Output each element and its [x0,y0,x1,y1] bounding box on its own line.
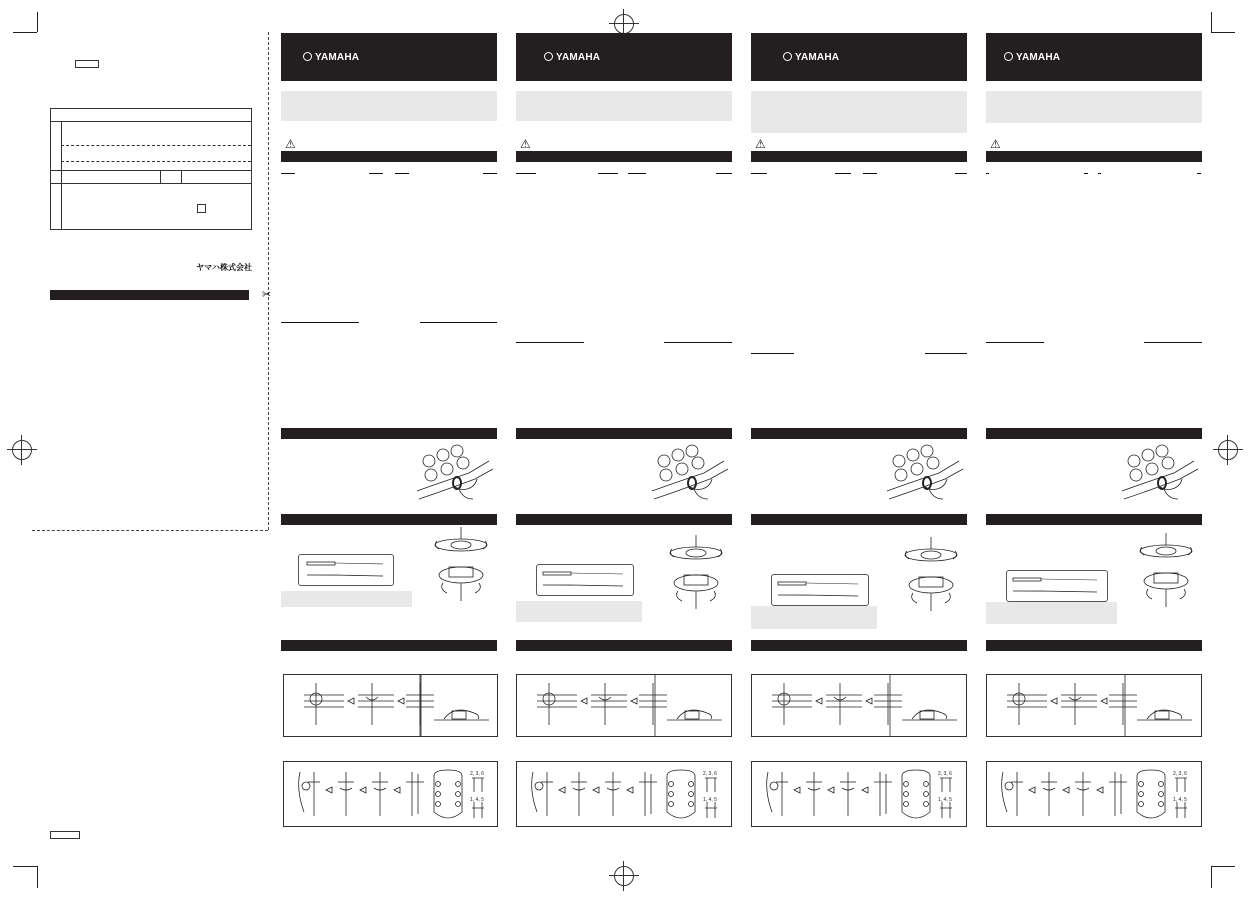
column-rule [716,173,732,174]
form-checkbox[interactable] [197,204,206,213]
string-gauge-box [771,574,869,606]
section-bar-installing [986,514,1202,525]
string-gauge-box [1006,570,1108,602]
panel-header [986,33,1202,81]
string-group-top: 2, 3, 6 [1173,771,1187,777]
form-row [51,170,251,171]
section-bar-tying [986,640,1202,651]
warning-triangle-icon: ⚠ [755,137,766,151]
section-bar-removing [751,428,967,439]
form-divider [61,121,62,229]
form-dashed-row [61,161,251,162]
panel-header [281,33,497,81]
intro-box [751,91,967,133]
instruction-panel [986,33,1202,828]
crop-mark [13,32,37,33]
column-rule [1144,342,1202,343]
bridge-knot-diagram [283,674,498,737]
bridge-winding-illustration [1134,529,1198,609]
bridge-winding-illustration [664,531,728,611]
column-rule [281,322,359,323]
headstock-knot-diagram [283,761,498,827]
section-bar-installing [751,514,967,525]
tuning-peg-illustration [409,443,497,505]
crop-mark [37,12,38,32]
note-box [281,591,412,607]
column-rule [751,353,794,354]
string-group-top: 2, 3, 6 [938,771,952,777]
tuning-peg-illustration [1114,443,1202,505]
note-box [751,606,877,629]
string-group-bottom: 1, 4, 5 [1173,797,1187,803]
registration-mark [614,866,634,886]
brand-name: YAMAHA [795,52,840,63]
bridge-knot-diagram [986,674,1202,737]
section-bar-precautions [281,151,497,162]
section-bar-installing [516,514,732,525]
column-rule [863,173,877,174]
section-bar-precautions [751,151,967,162]
string-group-bottom: 1, 4, 5 [703,797,717,803]
cut-line-horizontal [32,530,268,531]
intro-box [281,91,497,121]
section-bar-tying [751,640,967,651]
column-rule [1084,173,1088,174]
yamaha-emblem-icon [1004,52,1013,61]
column-rule [751,173,767,174]
section-bar-precautions [516,151,732,162]
maker-name: ヤマハ株式会社 [196,263,252,272]
instruction-panel [281,33,497,828]
form-row [51,121,251,122]
yamaha-logo [783,52,839,63]
crop-mark [1211,12,1212,32]
string-group-top: 2, 3, 6 [470,771,484,777]
note-box [516,601,642,622]
instruction-panel [751,33,967,828]
column-rule [420,322,497,323]
crop-mark [1211,866,1235,867]
intro-box [986,91,1202,123]
registration-mark [12,440,32,460]
column-rule [516,173,536,174]
column-rule [955,173,967,174]
column-rule [516,342,584,343]
form-cell-divider [160,170,161,183]
stamp-box [75,60,99,68]
section-bar-precautions [986,151,1202,162]
column-rule [1098,173,1101,174]
column-rule [986,173,989,174]
column-rule [986,342,1044,343]
column-rule [1197,173,1201,174]
intro-box [516,91,732,121]
section-bar-tying [281,640,497,651]
form-row [51,183,251,184]
brand-name: YAMAHA [1016,52,1061,63]
yamaha-emblem-icon [544,52,553,61]
yamaha-logo [1004,52,1060,63]
section-bar-removing [516,428,732,439]
string-group-bottom: 1, 4, 5 [938,797,952,803]
tuning-peg-illustration [879,443,967,505]
crop-mark [13,866,37,867]
headstock-knot-diagram [986,761,1202,827]
string-gauge-box [536,564,634,596]
tuning-peg-illustration [644,443,732,505]
section-bar-removing [986,428,1202,439]
bridge-knot-diagram [516,674,732,737]
column-rule [925,353,967,354]
note-box [986,602,1117,624]
warning-triangle-icon: ⚠ [520,137,531,151]
column-rule [664,342,732,343]
headstock-knot-diagram [751,761,967,827]
string-gauge-box [298,554,394,586]
yamaha-emblem-icon [783,52,792,61]
registration-mark [1218,440,1238,460]
column-rule [628,173,646,174]
section-bar-tying [516,640,732,651]
form-cell-divider [181,170,182,183]
yamaha-logo [544,52,600,63]
instruction-panel [516,33,732,828]
warning-triangle-icon: ⚠ [285,137,296,151]
registration-form [50,108,252,230]
bridge-knot-diagram [751,674,967,737]
section-bar-removing [281,428,497,439]
crop-mark [1211,866,1212,888]
code-box [50,831,80,839]
warning-triangle-icon: ⚠ [990,137,1001,151]
yamaha-emblem-icon [303,52,312,61]
panel-header [516,33,732,81]
cut-line-vertical [268,32,269,530]
column-rule [395,173,409,174]
column-rule [835,173,851,174]
column-rule [598,173,618,174]
bridge-winding-illustration [429,523,493,603]
crop-mark [1211,32,1235,33]
registration-mark [614,14,634,34]
panel-header [751,33,967,81]
column-rule [369,173,383,174]
headstock-knot-diagram [516,761,732,827]
column-rule [281,173,295,174]
form-dashed-row [61,145,251,146]
bridge-winding-illustration [899,533,963,613]
card-dark-band [50,290,249,300]
brand-name: YAMAHA [556,52,601,63]
string-group-bottom: 1, 4, 5 [470,797,484,803]
string-group-top: 2, 3, 6 [703,771,717,777]
column-rule [483,173,497,174]
scissors-icon: ✂ [262,289,272,301]
crop-mark [37,866,38,888]
brand-name: YAMAHA [315,52,360,63]
yamaha-logo [303,52,359,63]
